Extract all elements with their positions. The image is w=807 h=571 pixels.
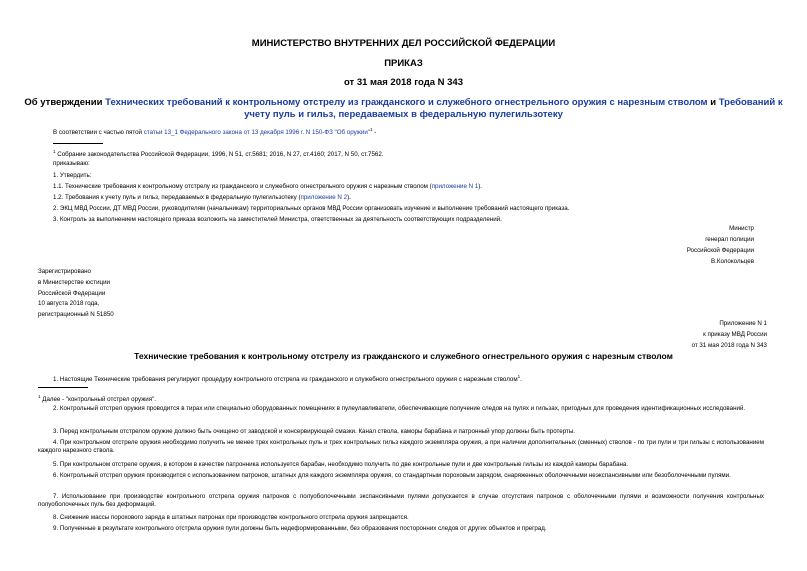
requirement-1-footnote-mark: 1 (517, 374, 521, 379)
registration-line-1: Зарегистрировано (38, 268, 91, 275)
order-title (0, 97, 807, 108)
title-mid: и (707, 97, 719, 108)
title-link-accounting-requirements-cont[interactable]: учету пуль и гильз, передаваемых в федеральную пулегильзотеку (244, 109, 563, 120)
order-item-2: 2. ЭКЦ МВД России, ДТ МВД России, руководителям (начальникам) территориальных органов МВД России организовать изучение и выполнение требований настоящего приказа. (53, 205, 570, 212)
order-date-number: от 31 мая 2018 года N 343 (343, 77, 464, 88)
requirement-2: 2. Контрольный отстрел оружия проводится в тирах или специально оборудованных помещениях в пулеулавливатели, обеспечивающие получение следов на пулях и гильзах, пригодных для проведения идентификационных исследований. (53, 405, 746, 412)
title-prefix: Об утверждении (24, 97, 106, 108)
signature-title: Министр (729, 225, 754, 232)
appendix-2-link[interactable]: приложение N 2 (300, 194, 348, 201)
requirement-9: 9. Полученные в результате контрольного отстрела оружия пули должны быть недеформированными, без образования посторонних следов от других объектов и преград. (53, 525, 547, 532)
preamble-law-link[interactable]: статьи 13_1 Федерального закона от 13 декабря 1996 г. N 150-ФЗ "Об оружии" (143, 129, 371, 137)
order-item-1-1-end: ). (478, 183, 483, 190)
requirement-7: 7. Использование при производстве контрольного отстрела оружия патронов с полуоболочечными экспансивными пулями допускается в случае отсутствия патронов с оболочечными пулями и возможности получения контрольных полуоболочечных пуль без деформаций. (38, 493, 764, 508)
appendix-label: Приложение N 1 (719, 320, 767, 327)
order-item-1-2-text: 1.2. Требования к учету пуль и гильз, передаваемых в федеральную пулегильзотеку ( (53, 194, 301, 201)
order-item-1-2 (53, 194, 351, 202)
registration-line-2: в Министерстве юстиции (38, 279, 111, 286)
requirements-footnote-text: Далее - "контрольный отстрел оружия". (42, 396, 156, 404)
doc-type-heading: ПРИКАЗ (384, 58, 423, 69)
requirement-8: 8. Снижение массы порохового заряда в штатных патронах при производстве контрольного отстрела оружия запрещается. (53, 514, 409, 521)
preamble-text: В соответствии с частью пятой (53, 129, 144, 137)
order-intro: приказываю: (53, 160, 90, 167)
requirement-1 (53, 373, 522, 384)
requirements-footnote-mark: 1 (38, 394, 41, 399)
requirements-footnote (38, 393, 156, 404)
registration-line-3: Российской Федерации (38, 290, 106, 297)
requirement-1-end: . (520, 376, 522, 384)
requirement-1-text: 1. Настоящие Технические требования регулируют процедуру контрольного отстрела из гражданского и служебного огнестрельного оружия с нарезным стволом (53, 376, 518, 384)
registration-number: регистрационный N 51850 (38, 311, 114, 318)
appendix-date: от 31 мая 2018 года N 343 (691, 342, 767, 349)
footnote-1-text: Собрание законодательства Российской Федерации, 1996, N 51, ст.5681; 2016, N 27, ст.4160; 2017, N 50, ст.7562. (57, 151, 384, 159)
appendix-1-link[interactable]: приложение N 1 (431, 183, 479, 190)
order-title-line2 (0, 109, 807, 120)
footnote-1-mark: 1 (53, 149, 56, 154)
requirement-4: 4. При контрольном отстреле оружия необходимо получить не менее трех контрольных пуль и трех контрольных гильз каждого экземпляра оружия, а при наличии дополнительных (сменных) стволов - по три пули и три гильзы с использованием каждого нарезного ствола. (38, 439, 764, 454)
preamble-end: - (372, 129, 377, 137)
signature-country: Российской Федерации (686, 247, 754, 254)
preamble (53, 126, 376, 137)
requirement-3: 3. Перед контрольным отстрелом оружие должно быть очищено от заводской и консервирующей смазки. Канал ствола, каморы барабана и патронный упор должны быть протерты. (53, 428, 576, 435)
appendix-order-ref: к приказу МВД России (703, 331, 767, 338)
order-item-1-2-end: ). (347, 194, 351, 201)
requirement-6: 6. Контрольный отстрел оружия производится с использованием патронов, штатных для каждого экземпляра оружия, со стандартным пороховым зарядом, снаряженных оболочечными неэкспансивными или безоболочечными пулями. (53, 472, 731, 479)
order-item-1-1 (53, 183, 482, 191)
ministry-heading: МИНИСТЕРСТВО ВНУТРЕННИХ ДЕЛ РОССИЙСКОЙ ФЕДЕРАЦИИ (251, 38, 556, 49)
appendix-title: Технические требования к контрольному отстрелу из гражданского и служебного огнестрельного оружия с нарезным стволом (134, 351, 673, 361)
order-item-1-1-text: 1.1. Технические требования к контрольному отстрелу из гражданского и служебного огнестрельного оружия с нарезным стволом ( (53, 183, 432, 190)
signature-rank: генерал полиции (705, 236, 754, 243)
order-item-1: 1. Утвердить: (53, 172, 92, 179)
footnote-1 (53, 148, 384, 159)
order-item-3: 3. Контроль за выполнением настоящего приказа возложить на заместителей Министра, ответственных за деятельность соответствующих подразделений. (53, 216, 502, 223)
signature-name: В.Колокольцев (711, 258, 754, 265)
title-link-technical-requirements[interactable]: Технических требований к контрольному отстрелу из гражданского и служебного огнестрельного оружия с нарезным стволом (105, 97, 708, 108)
title-link-accounting-requirements[interactable]: Требований к (718, 97, 783, 108)
requirements-footnote-divider (38, 387, 88, 388)
footnote-divider (53, 143, 103, 144)
registration-date: 10 августа 2018 года, (38, 300, 100, 307)
requirement-5: 5. При контрольном отстреле оружия, в котором в качестве патронника используется барабан, необходимо получить по две контрольные пули и две контрольные гильзы из каждой каморы барабана. (53, 461, 629, 468)
footnote-mark: 1 (370, 127, 373, 132)
